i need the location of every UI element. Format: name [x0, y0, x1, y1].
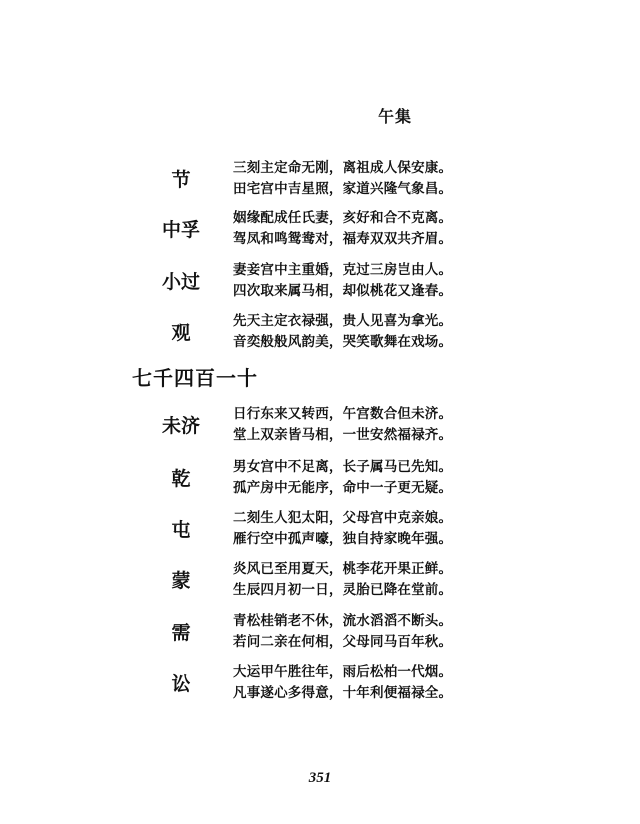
entry [0, 660, 640, 704]
gua-name: 观 [171, 322, 191, 344]
gua-name: 未济 [161, 415, 200, 437]
verse-line: 二刻生人犯太阳，父母宫中克亲娘。 [233, 510, 453, 526]
entry [0, 506, 640, 550]
gua-name: 节 [171, 169, 191, 191]
gua-name: 蒙 [171, 570, 191, 592]
verse-line: 大运甲午胜往年，雨后松柏一代烟。 [233, 664, 453, 680]
verse-line: 驾凤和鸣鸳鸯对，福寿双双共齐眉。 [233, 231, 453, 247]
verse-line: 田宅宫中吉星照，家道兴隆气象昌。 [233, 181, 453, 197]
gua-name: 小过 [161, 271, 200, 293]
verse-line: 凡事遂心多得意，十年利便福禄全。 [233, 685, 453, 701]
gua-name: 乾 [171, 468, 191, 490]
verse-line: 男女宫中不足离，长子属马已先知。 [233, 459, 453, 475]
verse-line: 雁行空中孤声嚎，独自持家晚年强。 [233, 531, 453, 547]
entry [0, 557, 640, 601]
verse-line: 堂上双亲皆马相，一世安然福禄齐。 [233, 427, 453, 443]
verse-line: 炎风已至用夏天，桃李花开果正鲜。 [233, 561, 453, 577]
verse-line: 妻妾宫中主重婚，克过三房岂由人。 [233, 262, 453, 278]
verse-line: 日行东来又转西，午宫数合但未济。 [233, 406, 453, 422]
entry [0, 156, 640, 200]
verse-line: 生辰四月初一日，灵胎已降在堂前。 [233, 582, 453, 598]
verse-line: 青松桂销老不休，流水滔滔不断头。 [233, 613, 453, 629]
verse-line: 孤产房中无能序，命中一子更无疑。 [233, 480, 453, 496]
gua-name: 需 [171, 622, 191, 644]
verse-line: 音奕般般风韵美，哭笑歌舞在戏场。 [233, 334, 453, 350]
verse-line: 先天主定衣禄强，贵人见喜为拿光。 [233, 313, 453, 329]
entry [0, 609, 640, 653]
entry [0, 455, 640, 499]
verse-line: 若问二亲在何相，父母同马百年秋。 [233, 634, 453, 650]
verse-line: 四次取来属马相，却似桃花又逢春。 [233, 283, 453, 299]
entry [0, 309, 640, 353]
gua-name: 中孚 [161, 219, 200, 241]
gua-name: 屯 [171, 519, 191, 541]
entry [0, 206, 640, 250]
page-number: 351 [308, 770, 332, 786]
verse-line: 三刻主定命无刚，离祖成人保安康。 [233, 160, 453, 176]
entry [0, 402, 640, 446]
verse-line: 姻缘配成任氏妻，亥好和合不克离。 [233, 210, 453, 226]
gua-name: 讼 [171, 673, 191, 695]
entry [0, 258, 640, 302]
running-header: 午集 [378, 107, 413, 126]
section-title: 七千四百一十 [132, 366, 258, 390]
